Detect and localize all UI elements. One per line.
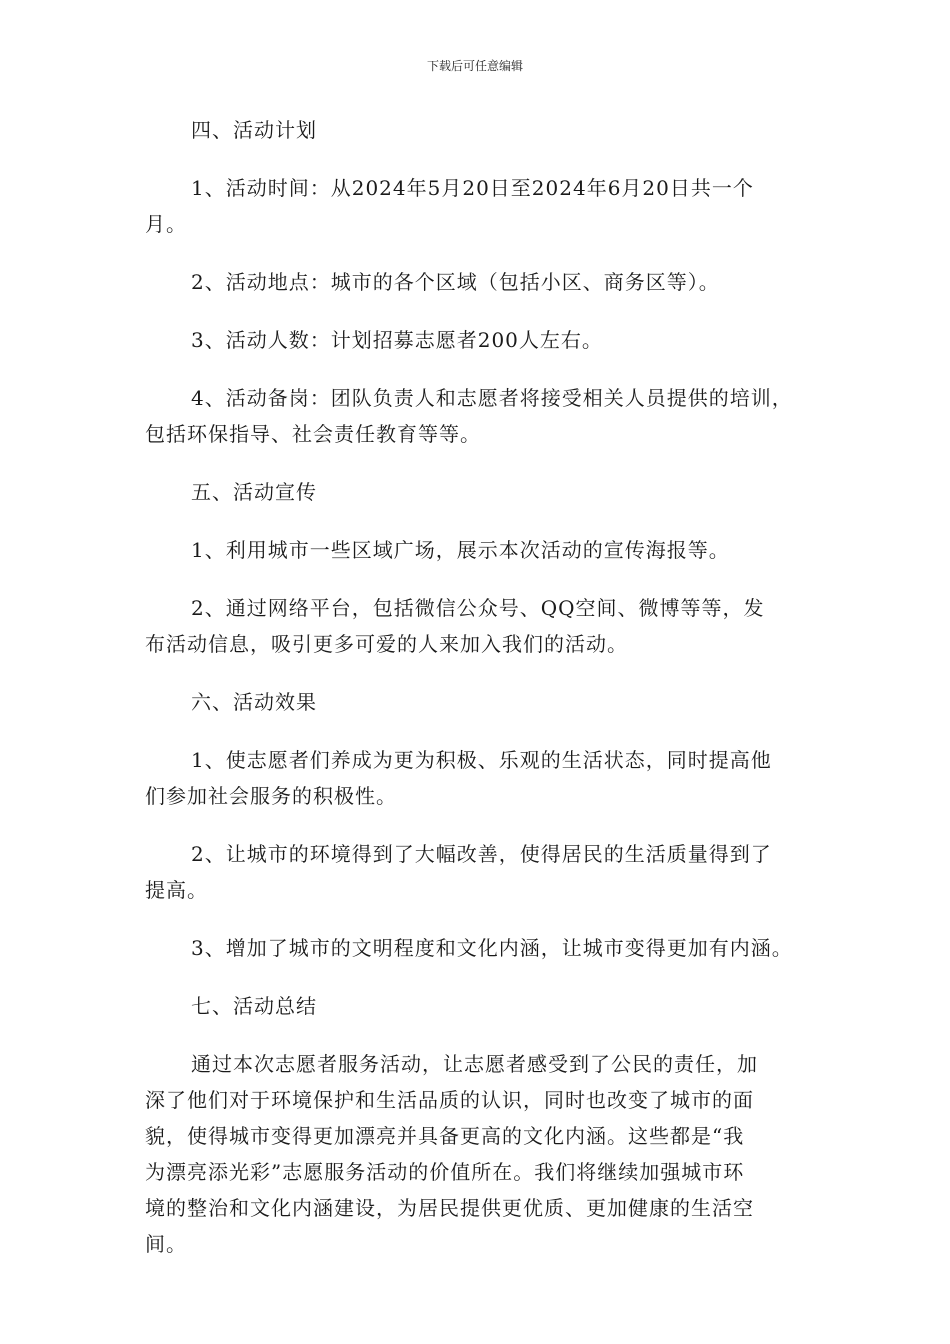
section-6-item-3: 3、增加了城市的文明程度和文化内涵，让城市变得更加有内涵。 [191, 936, 793, 960]
section-4-title: 四、活动计划 [191, 118, 317, 142]
document-body [145, 112, 825, 1262]
section-5-item-2: 2、通过网络平台，包括微信公众号、QQ空间、微博等等，发 布活动信息，吸引更多可爱的人来加入我们的活动。 [145, 596, 765, 656]
section-4-item-4: 4、活动备岗：团队负责人和志愿者将接受相关人员提供的培训， 包括环保指导、社会责任教育等等。 [145, 386, 793, 446]
section-7-title: 七、活动总结 [191, 994, 317, 1018]
section-4-item-2: 2、活动地点：城市的各个区域（包括小区、商务区等）。 [191, 270, 720, 294]
header-note: 下载后可任意编辑 [426, 59, 523, 73]
section-4-item-3: 3、活动人数：计划招募志愿者200人左右。 [191, 328, 603, 352]
section-7-paragraph: 通过本次志愿者服务活动，让志愿者感受到了公民的责任，加 深了他们对于环境保护和生活品质的认识，同时也改变了城市的面 貌，使得城市变得更加漂亮并具备更高的文化内涵。这些都是“我 为漂亮添光彩”志愿服务活动的价值所在。我们将继续加强城市环 境的整治和文化内涵建设，为居民提供更优质、更加健康的生活空 间。 [145, 1052, 758, 1256]
section-4-item-1: 1、活动时间：从2024年5月20日至2024年6月20日共一个 月。 [145, 176, 754, 236]
section-5-title: 五、活动宣传 [191, 480, 317, 504]
section-6-title: 六、活动效果 [191, 690, 317, 714]
section-6-item-2: 2、让城市的环境得到了大幅改善，使得居民的生活质量得到了 提高。 [145, 842, 772, 902]
section-6-item-1: 1、使志愿者们养成为更为积极、乐观的生活状态，同时提高他 们参加社会服务的积极性。 [145, 748, 772, 808]
section-5-item-1: 1、利用城市一些区域广场，展示本次活动的宣传海报等。 [191, 538, 730, 562]
